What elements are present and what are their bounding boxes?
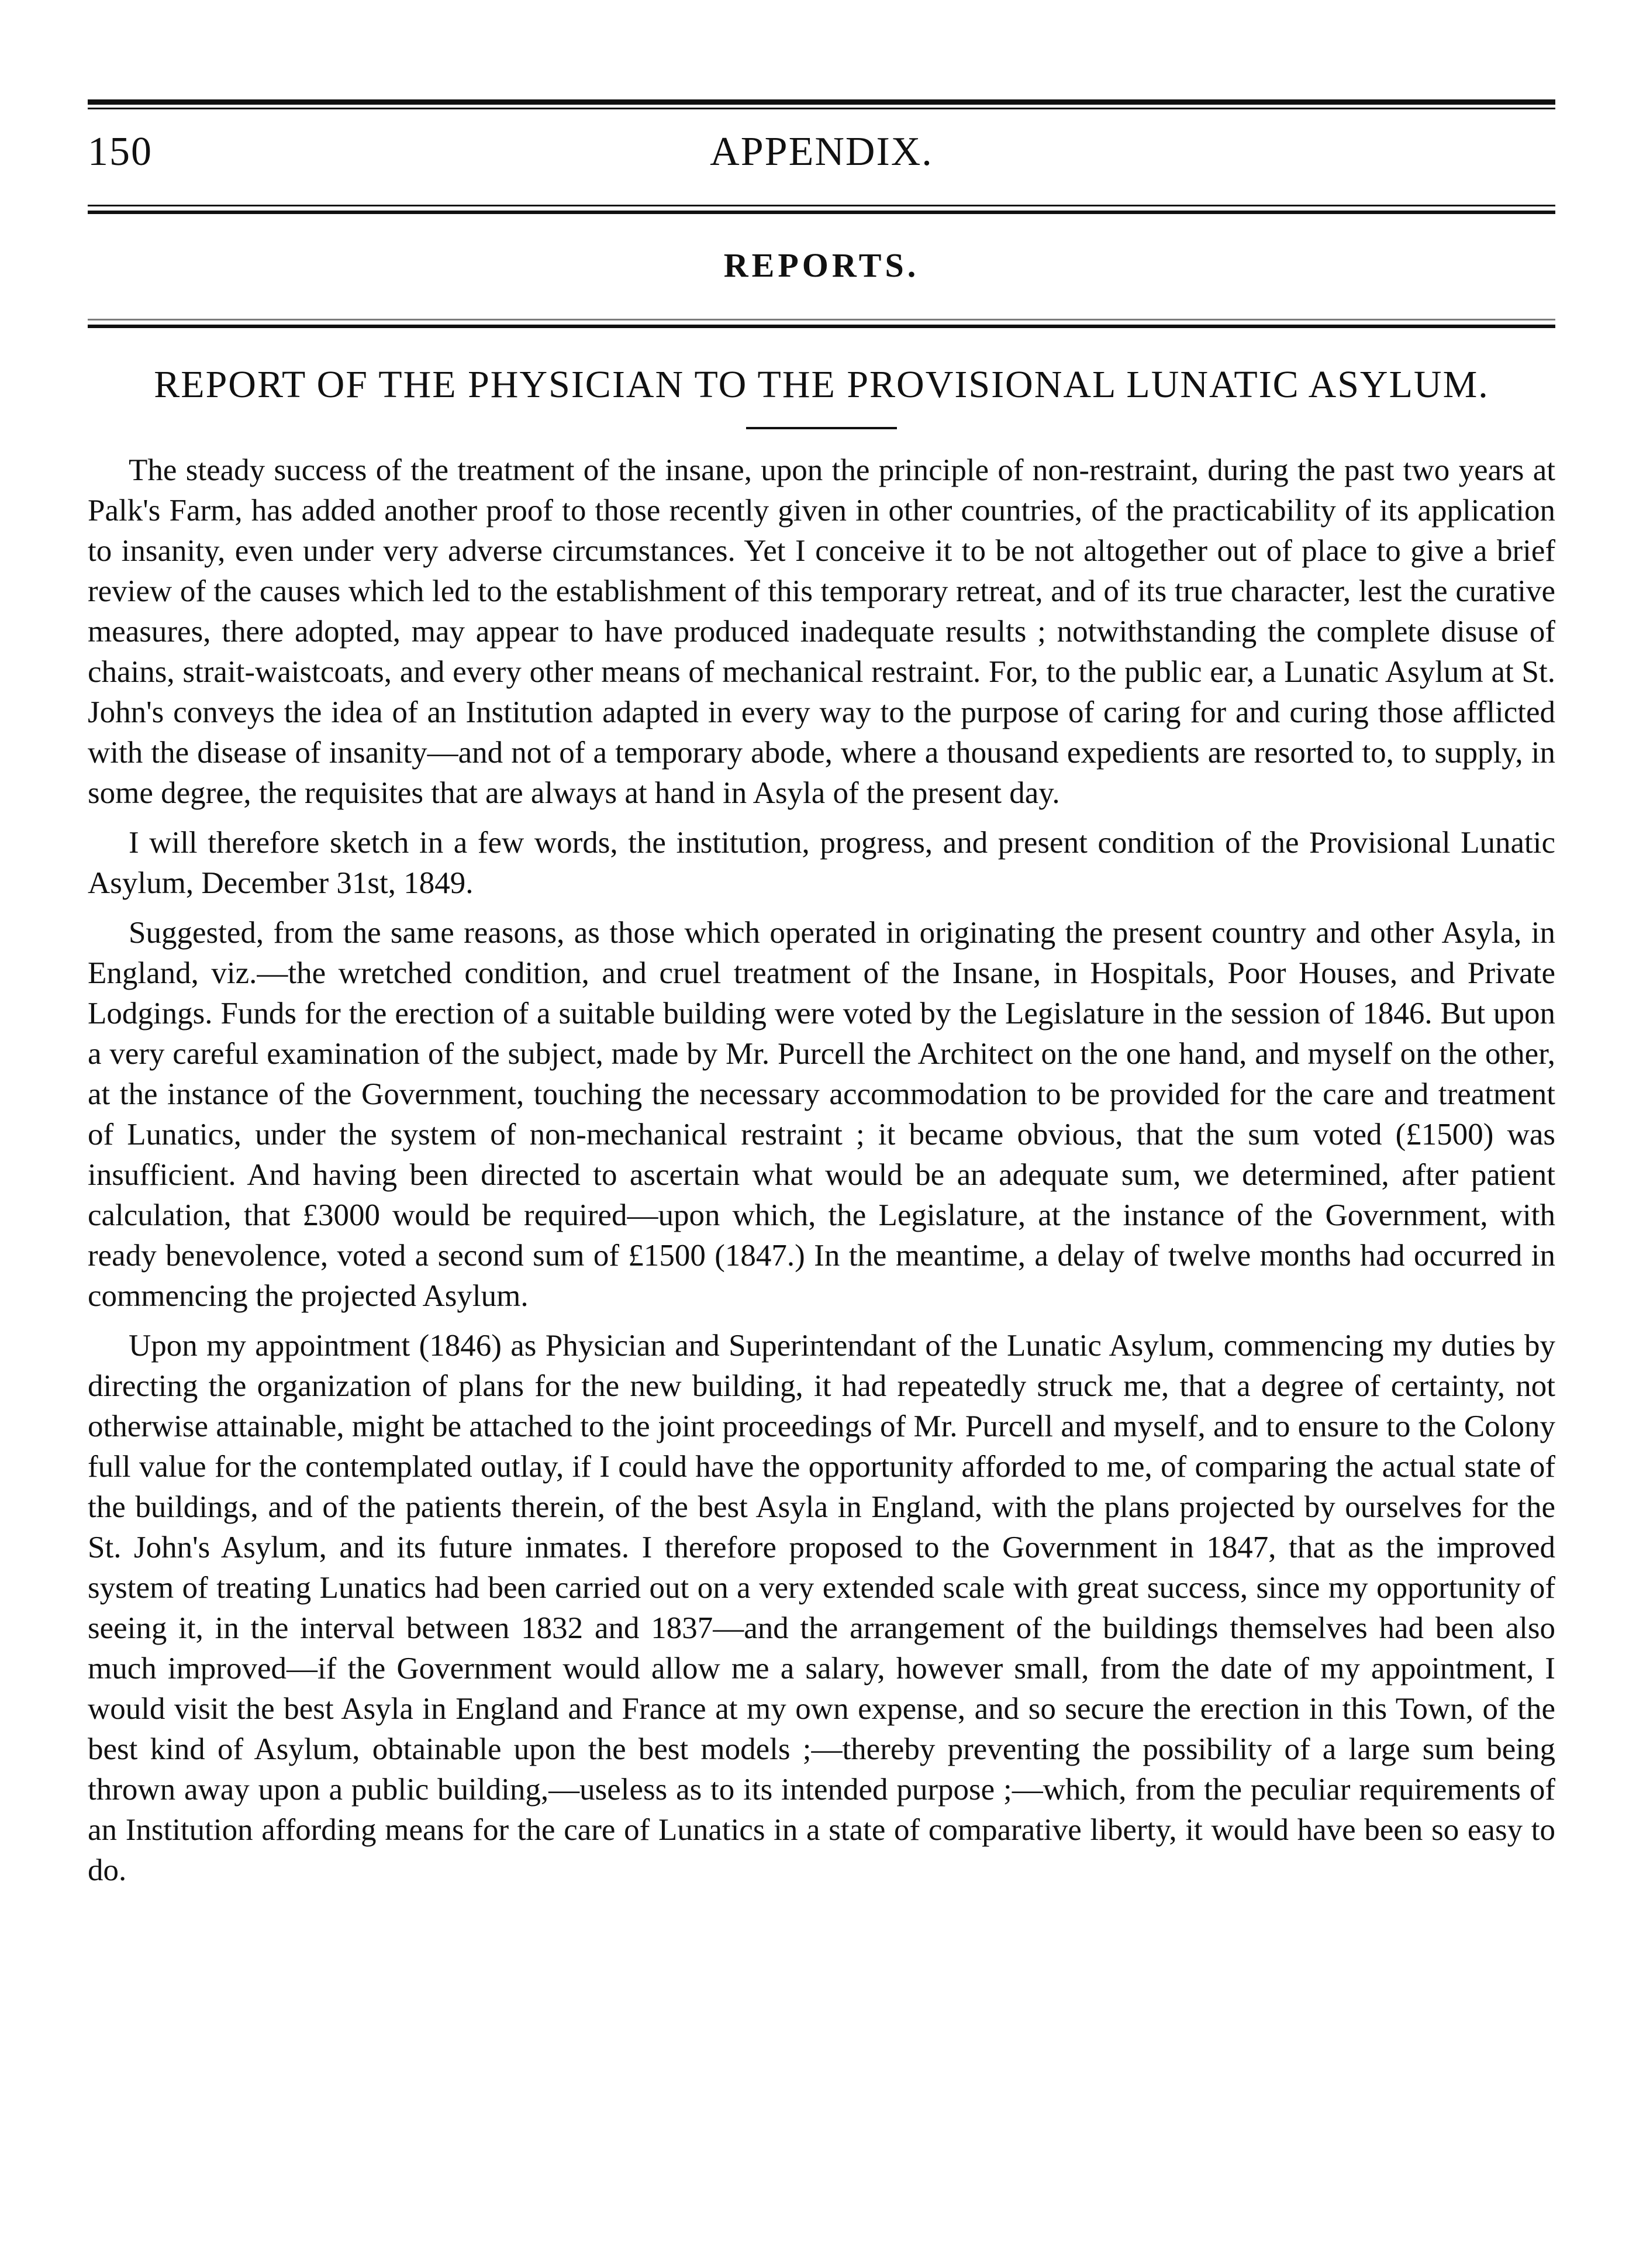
paragraph-2: I will therefore sketch in a few words, the institution, progress, and present condition of the Provisional Lunatic Asylum, December 31st, 1849. xyxy=(88,826,1555,900)
header-rule-thin xyxy=(88,205,1555,206)
paragraph-3: Suggested, from the same reasons, as those which operated in originating the present country and other Asyla, in England, viz.—the wretched condition, and cruel treatment of the Insane, in Hospitals, Poor Houses, and Private Lodgings. Funds for the erection of a suitable building were voted by the Legislature in the session of 1846. But upon a very careful examination of the subject, made by Mr. Purcell the Architect on the one hand, and myself on the other, at the instance of the Government, touching the necessary accommodation to be provided for the care and treatment of Lunatics, under the system of non-mechanical restraint ; it became obvious, that the sum voted (£1500) was insufficient. And having been directed to ascertain what would be an adequate sum, we determined, after patient calculation, that £3000 would be required—upon which, the Legislature, at the instance of the Government, with ready benevolence, voted a second sum of £1500 (1847.) In the meantime, a delay of twelve months had occurred in commencing the projected Asylum. xyxy=(88,916,1555,1313)
running-header xyxy=(88,129,1555,187)
top-double-rule-thin xyxy=(88,108,1555,109)
section-rule-thin xyxy=(88,319,1555,320)
header-rule-thick xyxy=(88,211,1555,214)
top-double-rule xyxy=(88,99,1555,105)
paragraph-4: Upon my appointment (1846) as Physician and Superintendant of the Lunatic Asylum, commencing my duties by directing the organization of plans for the new building, it had repeatedly struck me, that a degree of certainty, not otherwise attainable, might be attached to the joint proceedings of Mr. Purcell and myself, and to ensure to the Colony full value for the contemplated outlay, if I could have the opportunity afforded to me, of comparing the actual state of the buildings, and of the patients therein, of the best Asyla in England, with the plans projected by ourselves for the St. John's Asylum, and its future inmates. I therefore proposed to the Government in 1847, that as the improved system of treating Lunatics had been carried out on a very extended scale with great success, since my opportunity of seeing it, in the interval between 1832 and 1837—and the arrangement of the buildings themselves had been also much improved—if the Government would allow me a salary, however small, from the date of my appointment, I would visit the best Asyla in England and France at my own expense, and so secure the erection in this Town, of the best kind of Asylum, obtainable upon the best models ;—thereby preventing the possibility of a large sum being thrown away upon a public building,—useless as to its intended purpose ;—which, from the peculiar requirements of an Institution affording means for the care of Lunatics in a state of comparative liberty, it would have been so easy to do. xyxy=(88,1329,1555,1887)
title-separator-rule xyxy=(746,427,897,429)
section-rule-thick xyxy=(88,325,1555,328)
page-number: 150 xyxy=(88,129,153,174)
section-heading: REPORTS. xyxy=(723,246,920,284)
report-body xyxy=(88,450,1555,1900)
running-title: APPENDIX. xyxy=(710,129,933,174)
paragraph-1: The steady success of the treatment of the insane, upon the principle of non-restraint, during the past two years at Palk's Farm, has added another proof to those recently given in other countries, of the practicability of its application to insanity, even under very adverse circumstances. Yet I conceive it to be not altogether out of place to give a brief review of the causes which led to the establishment of this temporary retreat, and of its true character, lest the curative measures, there adopted, may appear to have produced inadequate results ; notwithstanding the complete disuse of chains, strait-waistcoats, and every other means of mechanical restraint. For, to the public ear, a Lunatic Asylum at St. John's conveys the idea of an Institution adapted in every way to the purpose of caring for and curing those afflicted with the disease of insanity—and not of a temporary abode, where a thousand expedients are resorted to, to supply, in some degree, the requisites that are always at hand in Asyla of the present day. xyxy=(88,453,1555,810)
report-title: REPORT OF THE PHYSICIAN TO THE PROVISIONAL LUNATIC ASYLUM. xyxy=(154,363,1489,406)
